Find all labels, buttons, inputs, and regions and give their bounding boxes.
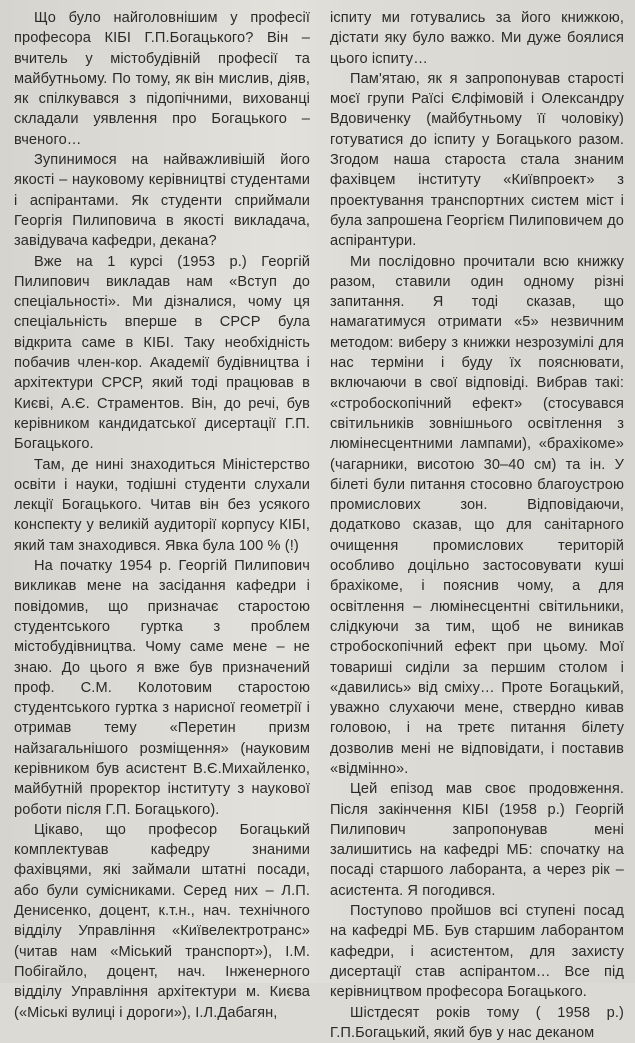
paragraph: Шістдесят років тому ( 1958 р.) Г.П.Богацький, який був у нас деканом <box>330 1004 624 1041</box>
paragraph: На початку 1954 р. Георгій Пилипович викликав мене на засідання кафедри і повідомив, що призначає старостою студентського гуртка з проблем містобудівництва. Чому саме мене – не знаю. До цього я вже був призначений проф. С.М. Колотовим старостою студентського гуртка з нарисної геометрії і отримав тему «Перетин призм найзагальнішого розміщення» (науковим керівником був асистент В.Є.Михайленко, майбутній проректор інституту з наукової роботи після Г.П. Богацького). <box>14 558 310 818</box>
paragraph-continuation: іспиту ми готувались за його книжкою, дістати яку було важко. Ми дуже боялися цього іспиту… <box>330 10 624 67</box>
paragraph: Цікаво, що професор Богацький комплектував кафедру знаними фахівцями, які займали штатні посади, або були сумісниками. Серед них – Л.П. Денисенко, доцент, к.т.н., нач. технічного відділу Управління «Київелектротранс» (читав нам «Міський транспорт»), І.М. Побігайло, доцент, нач. Інженерного відділу Управління архітектури м. Києва («Міські вулиці і дороги»), І.Л.Дабагян, <box>14 821 310 1021</box>
paragraph: Цей епізод мав своє продовження. Після закінчення КІБІ (1958 р.) Георгій Пилипович запропонував мені залишитись на кафедрі МБ: спочатку на посаді старшого лаборанта, а через рік – асистента. Я погодився. <box>330 781 624 899</box>
paragraph: Ми послідовно прочитали всю книжку разом, ставили один одному різні запитання. Я тоді сказав, що намагатимуся отримати «5» незвичним методом: виберу з книжки незрозумілі для нас терміни і буду їх пояснювати, включаючи в свої відповіді. Вибрав такі: «стробоскопічний ефект» (стосувався світильників зовнішнього освітлення з люмінесцентними лампами), «брахікоме» (чагарники, висотою 30–40 см) та ін. У білеті були питання стосовно благоустрою промислових зон. Відповідаючи, додатково сказав, що для санітарного очищення промислових територій особливо доцільно застосовувати куші брахікоме, і пояснив чому, а для освітлення – люмінесцентні світильники, слідкуючи за тим, щоб не виникав стробоскопічний ефект при цьому. Мої товариші сиділи за першим столом і «давились» від сміху… Проте Богацький, уважно слухаючи мене, ствердно кивав головою, і на третє питання білету дозволив мені не відповідати, і поставив «відмінно». <box>330 253 624 777</box>
left-column <box>14 8 310 1021</box>
paragraph: Пам'ятаю, як я запропонував старості моєї групи Раїсі Єлфімовій і Олександру Вдовиченку (майбутньому її чоловіку) готуватися до іспиту у Богацького разом. Згодом наша староста стала знаним фахівцем інституту «Київпроект» з проектування транспортних систем міст і була запрошена Георгієм Пилиповичем до аспірантури. <box>330 70 624 250</box>
paragraph: Поступово пройшов всі ступені посад на кафедрі МБ. Був старшим лаборантом кафедри, і асистентом, для захисту дисертації став аспірантом… Все під керівництвом професора Богацького. <box>330 903 624 1001</box>
paragraph: Що було найголовнішим у професії професора КІБІ Г.П.Богацького? Він – вчитель у містобудівній професії та майбутньому. По тому, як він мислив, діяв, як спілкувався з підопічними, вихованці складали уявлення про Богацького – вченого… <box>14 10 310 148</box>
paragraph: Вже на 1 курсі (1953 р.) Георгій Пилипович викладав нам «Вступ до спеціальності». Ми дізналися, чому ця спеціальність вперше в СРСР була відкрита саме в КІБІ. Таку необхідність побачив член-кор. Академії будівництва і архітектури СРСР, який тоді працював в Києві, А.Є. Страментов. Він, до речі, був керівником кандидатської дисертації Г.П. Богацького. <box>14 253 310 453</box>
paragraph: Зупинимося на найважливішій його якості – науковому керівництві студентами і аспірантами. Як студенти сприймали Георгія Пилиповича в якості викладача, завідувача кафедри, декана? <box>14 152 310 250</box>
right-column <box>330 8 624 1041</box>
paragraph: Там, де нині знаходиться Міністерство освіти і науки, тодішні студенти слухали лекції Богацького. Читав він без усякого конспекту у великій аудиторії корпусу КІБІ, який там знаходився. Явка була 100 % (!) <box>14 456 310 554</box>
